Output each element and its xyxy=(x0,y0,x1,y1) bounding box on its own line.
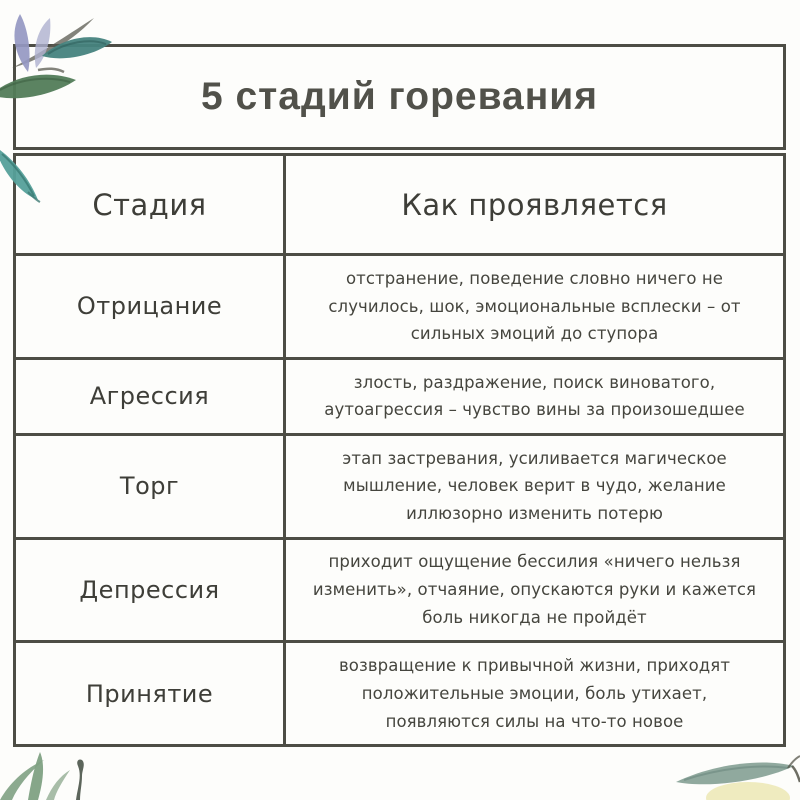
description-cell: возвращение к привычной жизни, приходят положительные эмоции, боль утихает, появляются силы на что-то новое xyxy=(338,656,731,731)
stage-cell: Отрицание xyxy=(16,256,286,357)
description-cell: злость, раздражение, поиск виноватого, аутоагрессия – чувство вины за произошедшее xyxy=(324,372,745,420)
description-cell: приходит ощущение бессилия «ничего нельзя изменить», отчаяние, опускаются руки и кажется боль никогда не пройдёт xyxy=(312,552,757,627)
table-row xyxy=(16,433,783,537)
table-row xyxy=(16,357,783,433)
stages-table xyxy=(13,153,786,747)
stage-cell: Торг xyxy=(16,436,286,537)
table-row xyxy=(16,253,783,357)
stage-cell: Агрессия xyxy=(16,360,286,433)
header-cell-stage: Стадия xyxy=(16,156,286,253)
stage-cell: Принятие xyxy=(16,643,286,744)
description-cell: отстранение, поведение словно ничего не случилось, шок, эмоциональные всплески – от сильных эмоций до ступора xyxy=(328,268,741,344)
title-box xyxy=(13,44,786,150)
grass-blades-icon xyxy=(0,752,152,800)
stage-cell: Депрессия xyxy=(16,540,286,641)
leaf-lemon-icon xyxy=(628,752,800,800)
header-cell-manifestation: Как проявляется xyxy=(401,187,668,222)
description-cell: этап застревания, усиливается магическое мышление, человек верит в чудо, желание иллюзорно изменить потерю xyxy=(342,448,727,524)
page-title: 5 стадий горевания xyxy=(200,75,599,118)
table-row xyxy=(16,537,783,641)
table-header-row xyxy=(16,156,783,253)
table-row xyxy=(16,640,783,744)
